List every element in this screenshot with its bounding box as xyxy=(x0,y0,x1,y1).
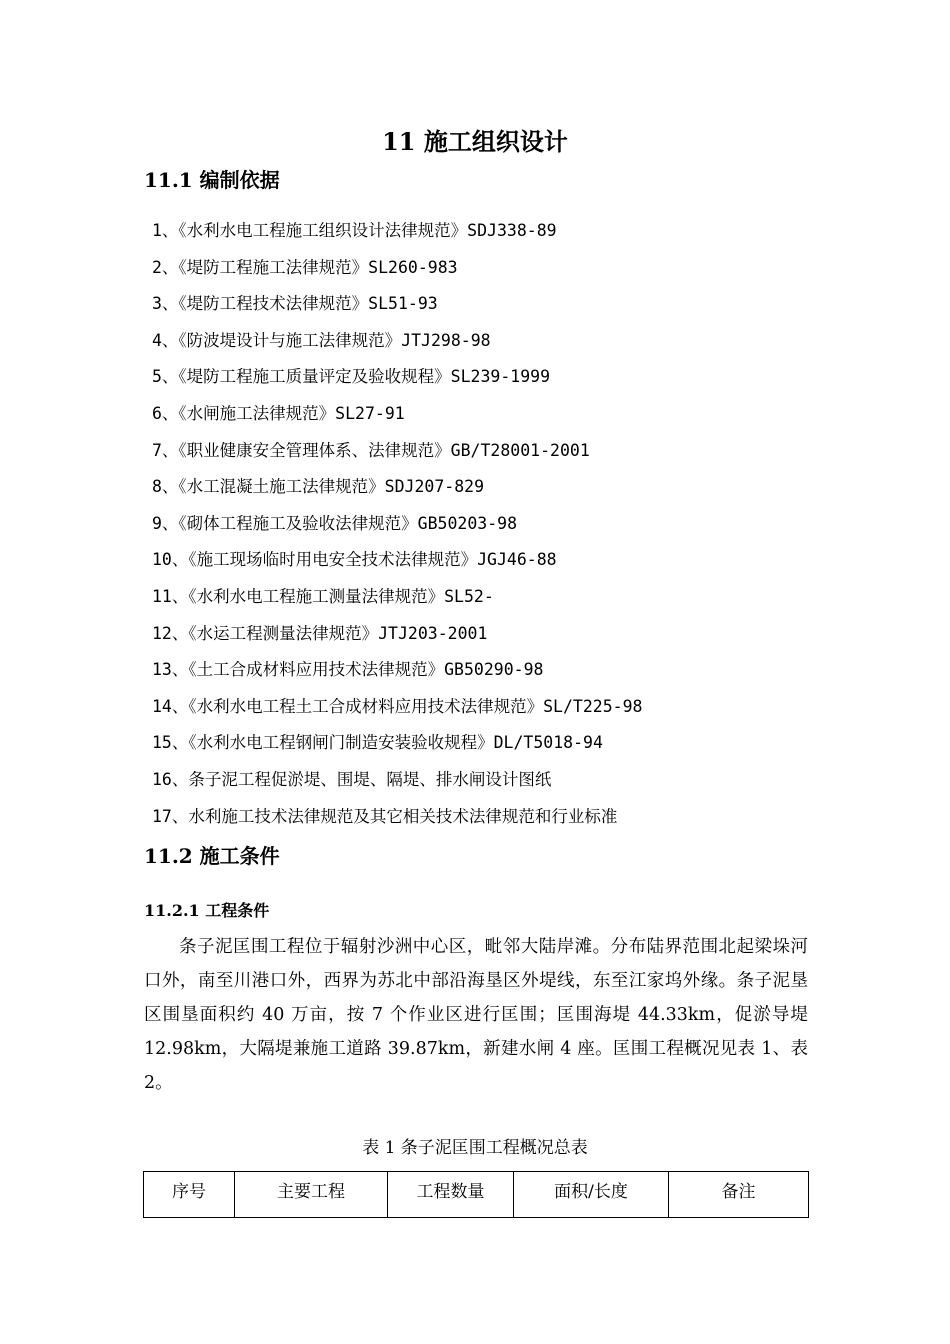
table-header-cell: 面积/长度 xyxy=(514,1172,669,1218)
reference-item: 6、《水闸施工法律规范》SL27-91 xyxy=(152,403,405,423)
engineering-conditions-paragraph: 条子泥匡围工程位于辐射沙洲中心区，毗邻大陆岸滩。分布陆界范围北起梁垛河口外，南至川港口外，西界为苏北中部沿海垦区外堤线，东至江家坞外缘。条子泥垦区围垦面积约 40 万亩，按 7 个作业区进行匡围；匡围海堤 44.33km，促淤导堤 12.98km，大隔堤兼施工道路 39.87km，新建水闸 4 座。匡围工程概况见表 1、表 2。 xyxy=(144,937,808,1093)
reference-list xyxy=(152,218,642,840)
table-header-row xyxy=(144,1172,809,1218)
reference-item: 12、《水运工程测量法律规范》JTJ203-2001 xyxy=(152,623,488,643)
reference-item: 10、《施工现场临时用电安全技术法律规范》JGJ46-88 xyxy=(152,550,557,570)
subsection-heading-engineering: 11.2.1 工程条件 xyxy=(144,901,270,920)
reference-item: 7、《职业健康安全管理体系、法律规范》GB/T28001-2001 xyxy=(152,440,590,460)
table-header-cell: 序号 xyxy=(144,1172,235,1218)
reference-item: 14、《水利水电工程土工合成材料应用技术法律规范》SL/T225-98 xyxy=(152,696,643,716)
overview-table xyxy=(143,1171,809,1218)
reference-item: 9、《砌体工程施工及验收法律规范》GB50203-98 xyxy=(152,513,518,533)
reference-item: 13、《土工合成材料应用技术法律规范》GB50290-98 xyxy=(152,660,544,680)
reference-item: 4、《防波堤设计与施工法律规范》JTJ298-98 xyxy=(152,330,491,350)
reference-item: 3、《堤防工程技术法律规范》SL51-93 xyxy=(152,294,438,314)
reference-item: 5、《堤防工程施工质量评定及验收规程》SL239-1999 xyxy=(152,367,551,387)
reference-item: 8、《水工混凝土施工法律规范》SDJ207-829 xyxy=(152,477,485,497)
section-heading-basis: 11.1 编制依据 xyxy=(144,168,280,192)
reference-item: 1、《水利水电工程施工组织设计法律规范》SDJ338-89 xyxy=(152,221,557,240)
table-header-cell: 备注 xyxy=(669,1172,809,1218)
reference-item: 16、条子泥工程促淤堤、围堤、隔堤、排水闸设计图纸 xyxy=(152,769,552,789)
reference-item: 2、《堤防工程施工法律规范》SL260-983 xyxy=(152,257,458,277)
table-caption: 表 1 条子泥匡围工程概况总表 xyxy=(362,1138,588,1158)
reference-item: 15、《水利水电工程钢闸门制造安装验收规程》DL/T5018-94 xyxy=(152,733,603,753)
section-heading-conditions: 11.2 施工条件 xyxy=(144,844,280,868)
reference-item: 17、水利施工技术法律规范及其它相关技术法律规范和行业标准 xyxy=(152,806,618,826)
table-header-cell: 主要工程 xyxy=(235,1172,388,1218)
document-title: 11 施工组织设计 xyxy=(382,127,568,156)
table-header-cell: 工程数量 xyxy=(388,1172,514,1218)
reference-item: 11、《水利水电工程施工测量法律规范》SL52- xyxy=(152,586,494,606)
